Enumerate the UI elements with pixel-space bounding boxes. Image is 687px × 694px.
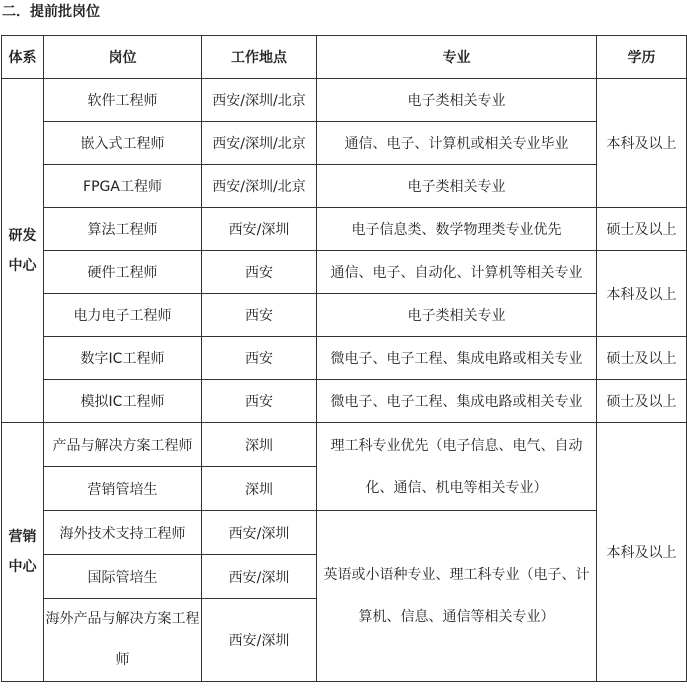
major-cell: 电子类相关专业 [317, 79, 597, 122]
location-cell: 西安/深圳 [202, 599, 317, 682]
table-row [2, 511, 687, 555]
education-cell: 硕士及以上 [597, 337, 687, 380]
position-cell: 算法工程师 [44, 208, 202, 251]
table-row [2, 337, 687, 380]
location-cell: 深圳 [202, 467, 317, 511]
position-cell: 软件工程师 [44, 79, 202, 122]
major-cell: 英语或小语种专业、理工科专业（电子、计算机、信息、通信等相关专业） [317, 511, 597, 682]
location-cell: 西安/深圳/北京 [202, 165, 317, 208]
education-cell: 本科及以上 [597, 251, 687, 337]
position-cell: 模拟IC工程师 [44, 380, 202, 423]
position-cell: FPGA工程师 [44, 165, 202, 208]
education-cell: 硕士及以上 [597, 380, 687, 423]
location-cell: 西安/深圳 [202, 208, 317, 251]
header-system: 体系 [2, 36, 44, 79]
education-cell: 硕士及以上 [597, 208, 687, 251]
table-row [2, 423, 687, 467]
table-row [2, 122, 687, 165]
location-cell: 深圳 [202, 423, 317, 467]
header-position: 岗位 [44, 36, 202, 79]
major-cell: 电子类相关专业 [317, 165, 597, 208]
table-header-row [2, 36, 687, 79]
header-location: 工作地点 [202, 36, 317, 79]
location-cell: 西安 [202, 337, 317, 380]
education-cell: 本科及以上 [597, 79, 687, 208]
positions-table [1, 35, 687, 682]
location-cell: 西安/深圳 [202, 555, 317, 599]
header-major: 专业 [317, 36, 597, 79]
location-cell: 西安 [202, 251, 317, 294]
position-cell: 硬件工程师 [44, 251, 202, 294]
location-cell: 西安/深圳 [202, 511, 317, 555]
major-cell: 微电子、电子工程、集成电路或相关专业 [317, 337, 597, 380]
table-row [2, 165, 687, 208]
major-cell: 通信、电子、自动化、计算机等相关专业 [317, 251, 597, 294]
table-row [2, 251, 687, 294]
major-cell: 理工科专业优先（电子信息、电气、自动化、通信、机电等相关专业） [317, 423, 597, 511]
position-cell: 海外技术支持工程师 [44, 511, 202, 555]
system-rd: 研发中心 [2, 79, 44, 423]
major-cell: 通信、电子、计算机或相关专业毕业 [317, 122, 597, 165]
table-row [2, 294, 687, 337]
table-row [2, 380, 687, 423]
position-cell: 产品与解决方案工程师 [44, 423, 202, 467]
location-cell: 西安 [202, 294, 317, 337]
system-marketing: 营销中心 [2, 423, 44, 682]
major-cell: 微电子、电子工程、集成电路或相关专业 [317, 380, 597, 423]
major-cell: 电子信息类、数学物理类专业优先 [317, 208, 597, 251]
position-cell: 国际管培生 [44, 555, 202, 599]
table-row [2, 208, 687, 251]
education-cell: 本科及以上 [597, 423, 687, 682]
major-cell: 电子类相关专业 [317, 294, 597, 337]
position-cell: 电力电子工程师 [44, 294, 202, 337]
location-cell: 西安 [202, 380, 317, 423]
position-cell: 营销管培生 [44, 467, 202, 511]
table-row [2, 79, 687, 122]
section-title: 二．提前批岗位 [2, 4, 100, 20]
position-cell: 数字IC工程师 [44, 337, 202, 380]
location-cell: 西安/深圳/北京 [202, 79, 317, 122]
header-education: 学历 [597, 36, 687, 79]
location-cell: 西安/深圳/北京 [202, 122, 317, 165]
position-cell: 嵌入式工程师 [44, 122, 202, 165]
position-cell: 海外产品与解决方案工程师 [44, 599, 202, 682]
